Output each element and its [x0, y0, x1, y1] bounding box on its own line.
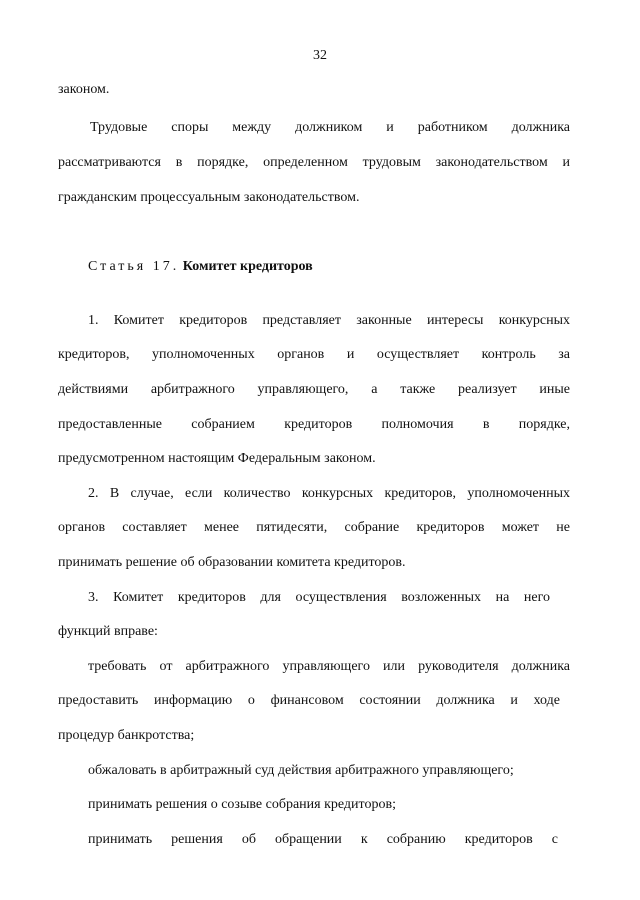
text-line: действиями арбитражного управляющего, а также реализует иные: [58, 382, 570, 397]
text-line: принимать решение об образовании комитета кредиторов.: [58, 555, 406, 570]
text-line: обжаловать в арбитражный суд действия арбитражного управляющего;: [88, 763, 514, 778]
text-line: предоставить информацию о финансовом состоянии должника и ходе: [58, 693, 560, 708]
text-line: кредиторов, уполномоченных органов и осуществляет контроль за: [58, 347, 570, 362]
text-line: 1. Комитет кредиторов представляет законные интересы конкурсных: [88, 313, 570, 328]
article-heading: [88, 259, 313, 275]
text-line: предоставленные собранием кредиторов полномочия в порядке,: [58, 417, 570, 432]
article-title: Комитет кредиторов: [182, 259, 313, 274]
text-line: рассматриваются в порядке, определенном трудовым законодательством и: [58, 155, 570, 170]
text-line: функций вправе:: [58, 624, 158, 639]
text-line: Трудовые споры между должником и работником должника: [90, 120, 570, 135]
text-line: гражданским процессуальным законодательством.: [58, 190, 360, 205]
text-line: 3. Комитет кредиторов для осуществления возложенных на него: [88, 590, 550, 605]
text-line: 2. В случае, если количество конкурсных кредиторов, уполномоченных: [88, 486, 570, 501]
text-line: процедур банкротства;: [58, 728, 195, 743]
text-line: предусмотренном настоящим Федеральным законом.: [58, 451, 376, 466]
text-line: принимать решения об обращении к собранию кредиторов с: [88, 832, 558, 847]
text-line: органов составляет менее пятидесяти, собрание кредиторов может не: [58, 520, 570, 535]
article-prefix: Статья 17.: [88, 259, 180, 274]
text-line: принимать решения о созыве собрания кредиторов;: [88, 797, 396, 812]
text-line: требовать от арбитражного управляющего или руководителя должника: [88, 659, 570, 674]
text-line: законом.: [58, 82, 110, 97]
page-number: 32: [313, 48, 327, 63]
